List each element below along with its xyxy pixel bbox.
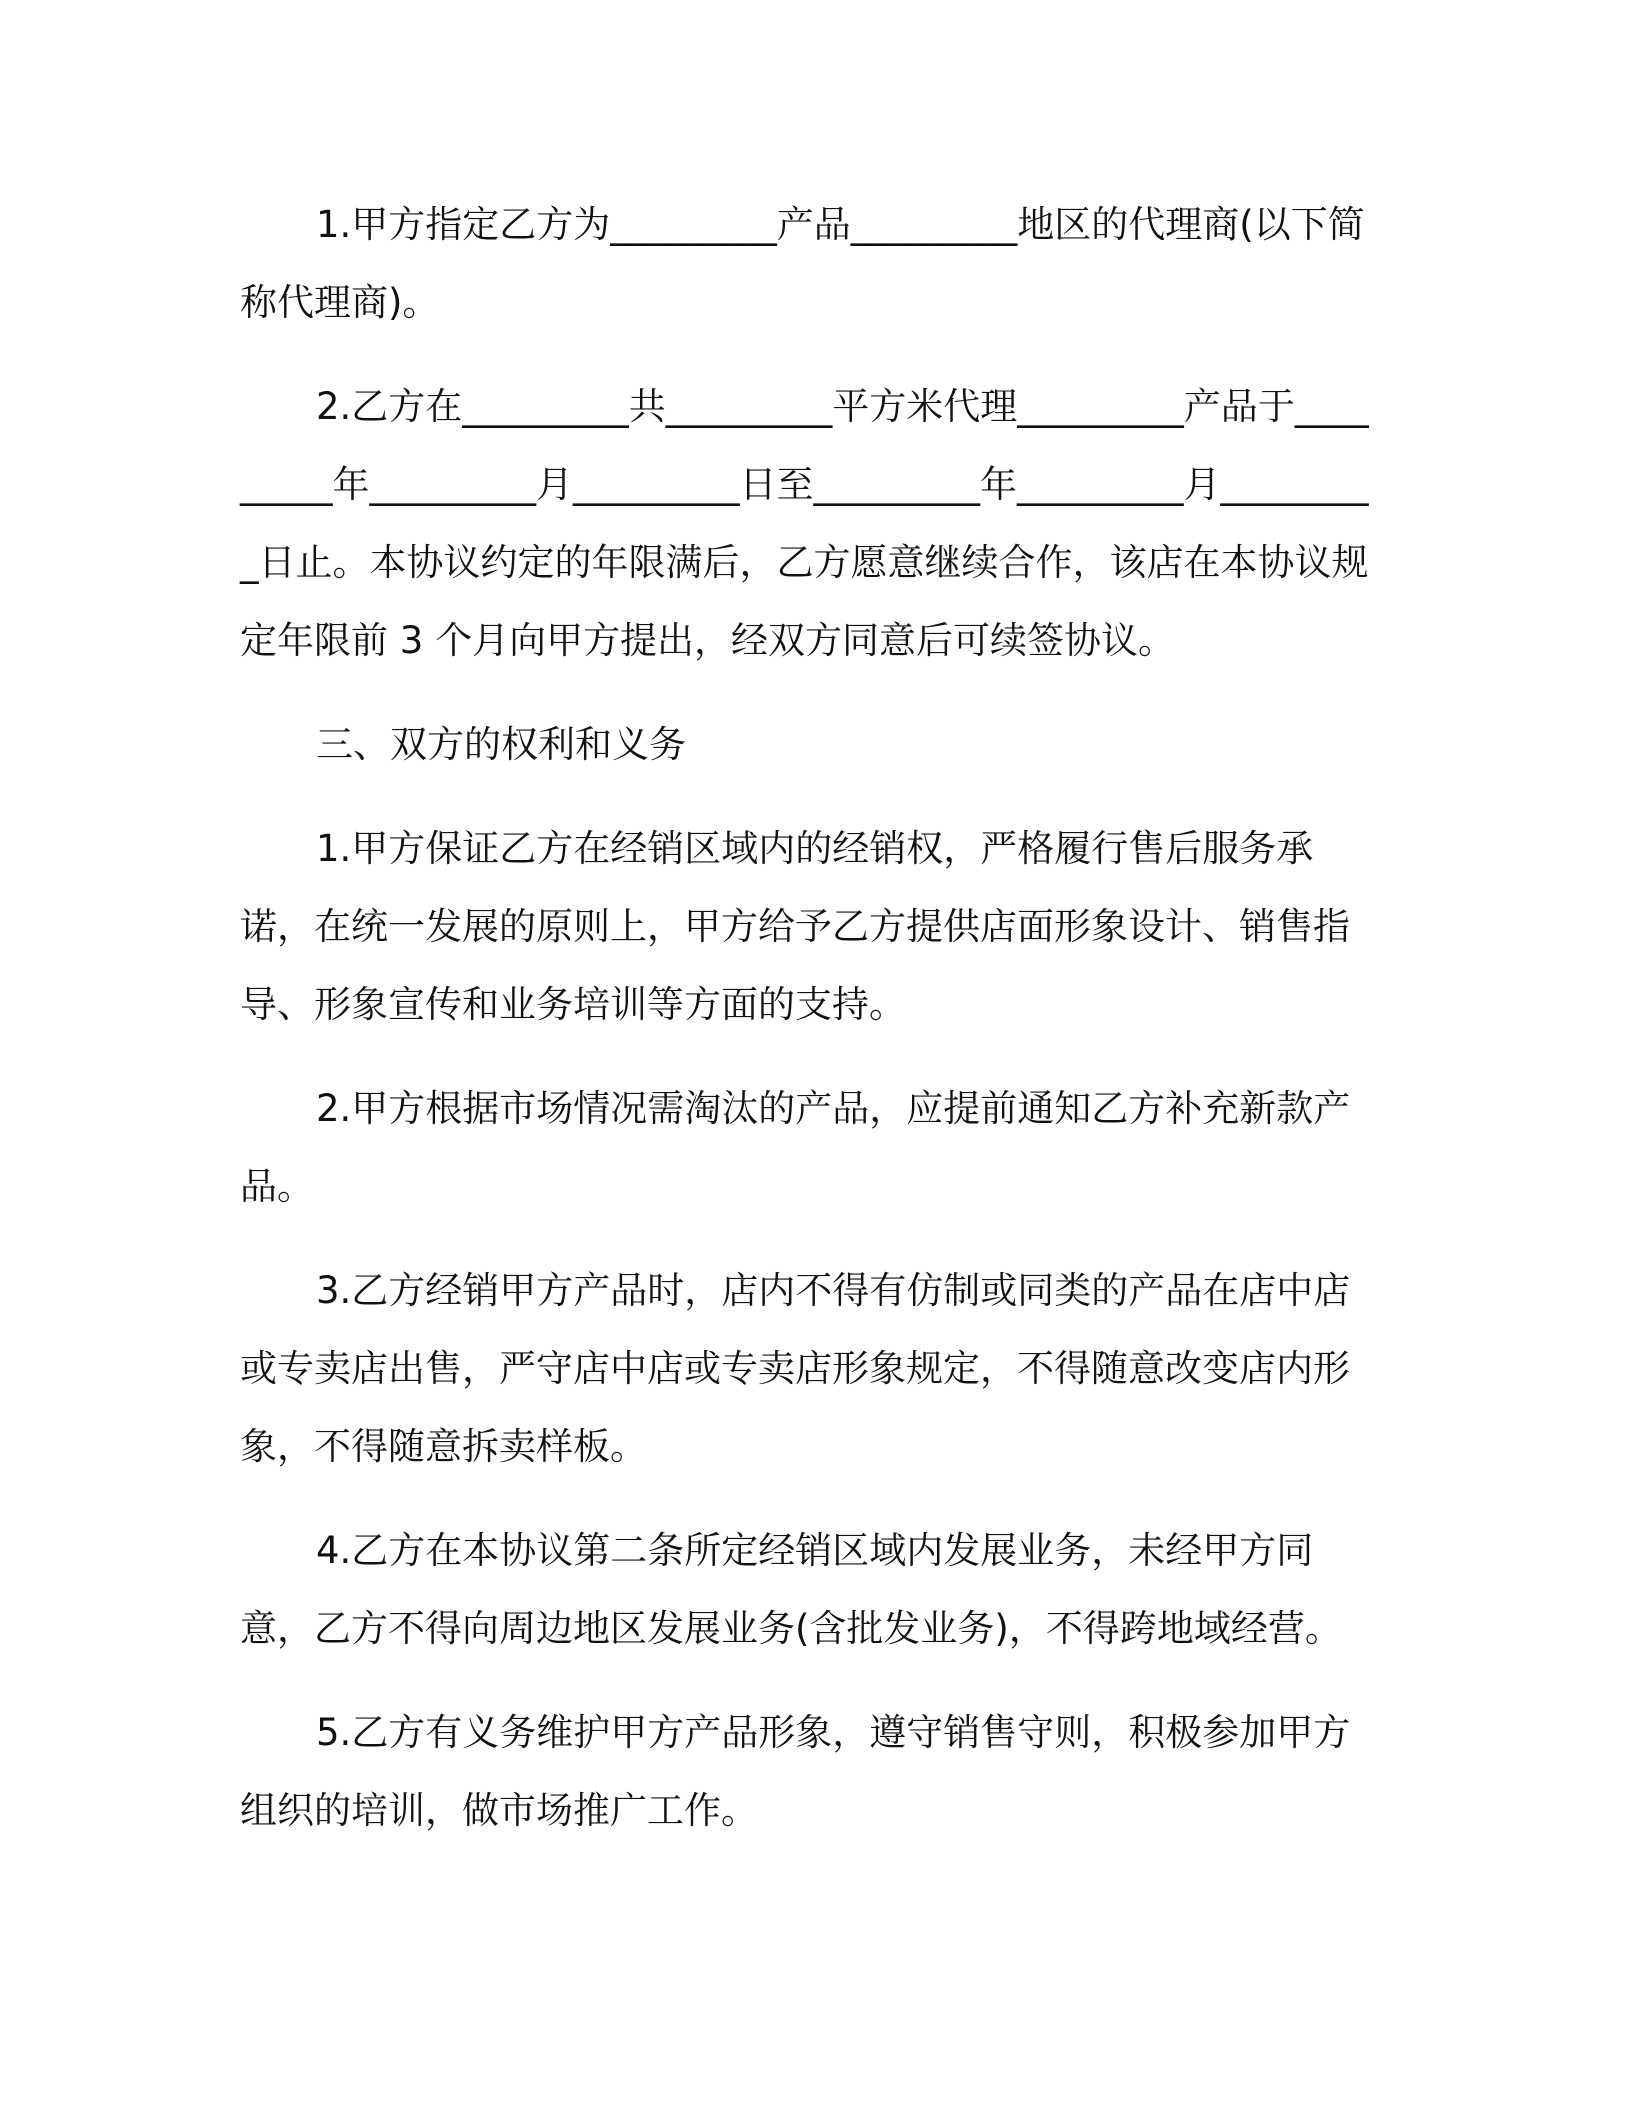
clause-agent-designation: 1.甲方指定乙方为_________产品_________地区的代理商(以下简称代理商)。 — [240, 203, 1365, 324]
clause-party-a-guarantee: 1.甲方保证乙方在经销区域内的经销权，严格履行售后服务承诺，在统一发展的原则上，甲方给予乙方提供店面形象设计、销售指导、形象宣传和业务培训等方面的支持。 — [240, 827, 1350, 1026]
document-body — [240, 186, 1380, 1876]
clause-agency-term: 2.乙方在_________共_________平方米代理_________产品于_________年_________月_________日至_________年_________月_________日止。本协议约定的年限满后，乙方愿意继续合作，该店在本协议规定年限前 3 个月向甲方提出，经双方同意后可续签协议。 — [240, 385, 1369, 662]
clause-no-imitation: 3.乙方经销甲方产品时，店内不得有仿制或同类的产品在店中店或专卖店出售，严守店中店或专卖店形象规定，不得随意改变店内形象，不得随意拆卖样板。 — [240, 1269, 1351, 1468]
clause-territory-limit: 4.乙方在本协议第二条所定经销区域内发展业务，未经甲方同意，乙方不得向周边地区发展业务(含批发业务)，不得跨地域经营。 — [240, 1529, 1342, 1650]
clause-brand-maintenance: 5.乙方有义务维护甲方产品形象，遵守销售守则，积极参加甲方组织的培训，做市场推广工作。 — [240, 1711, 1351, 1832]
section-heading-rights-obligations: 三、双方的权利和义务 — [316, 723, 686, 766]
clause-product-elimination: 2.甲方根据市场情况需淘汰的产品，应提前通知乙方补充新款产品。 — [240, 1087, 1351, 1208]
